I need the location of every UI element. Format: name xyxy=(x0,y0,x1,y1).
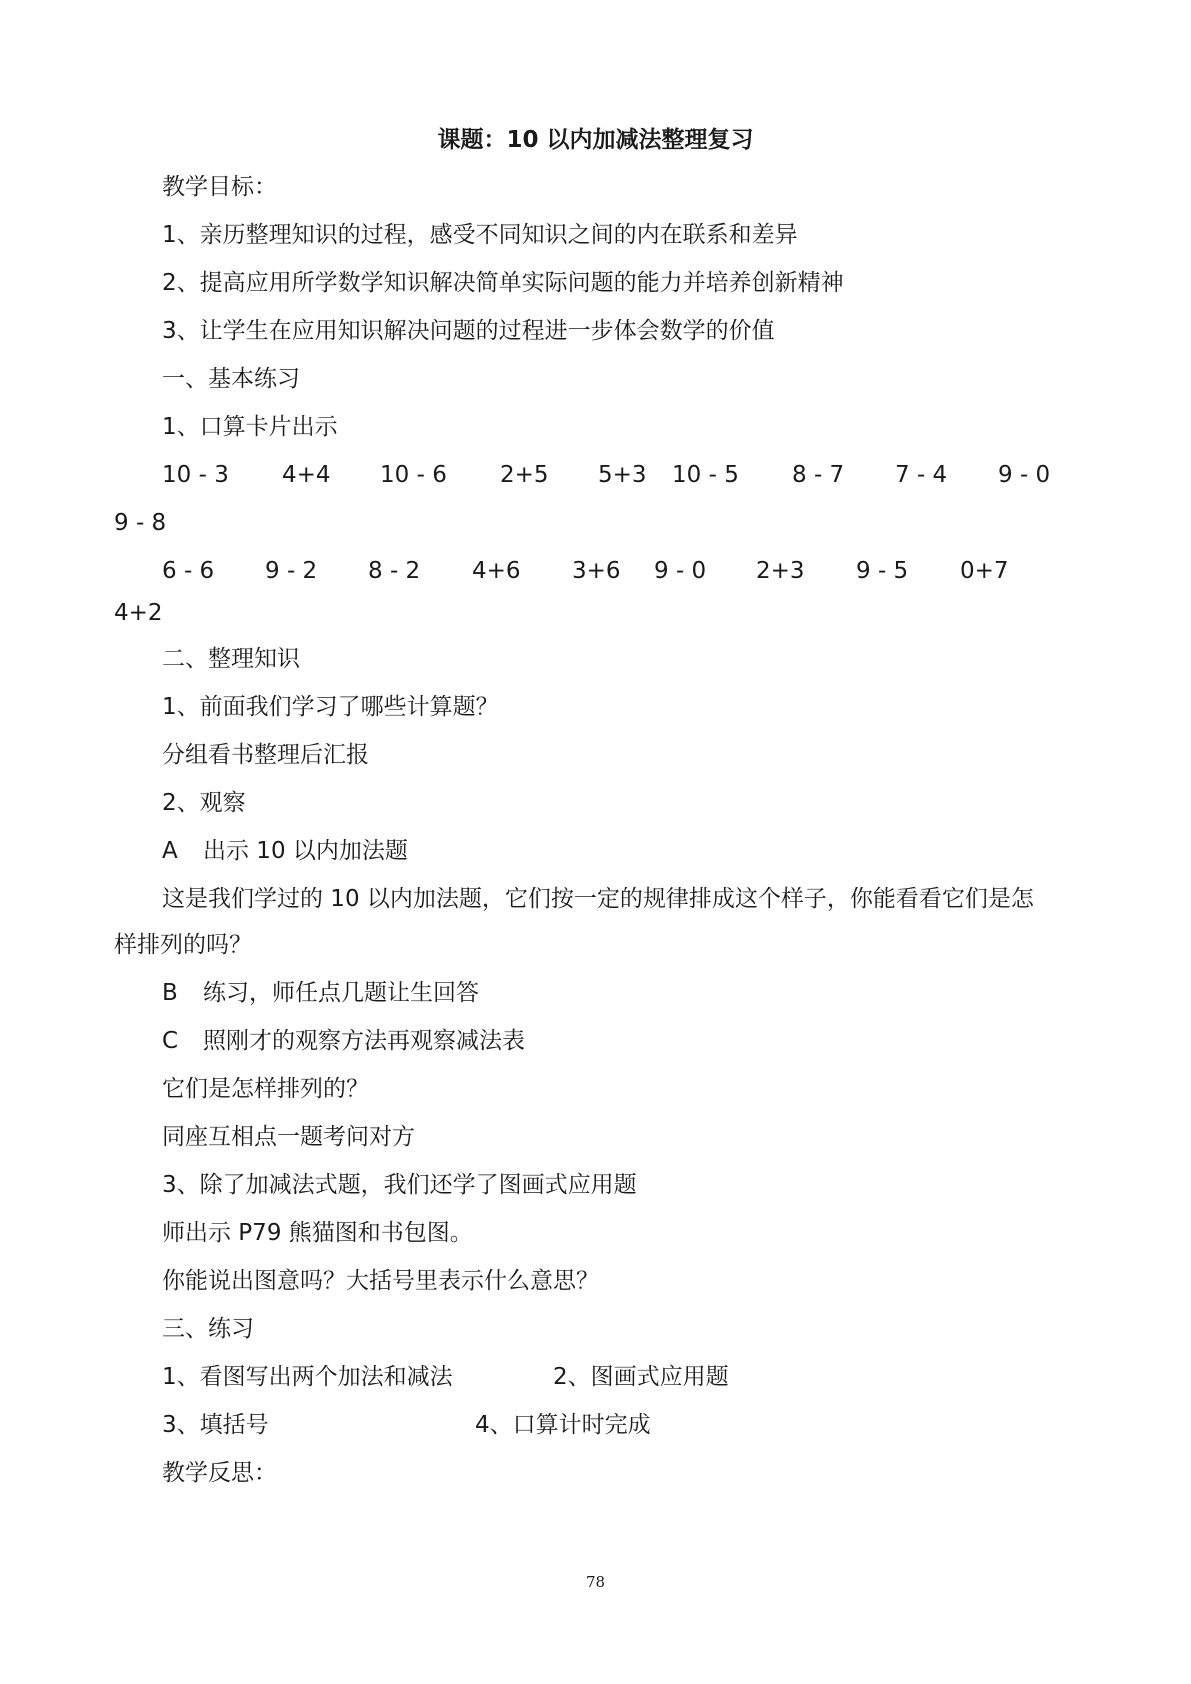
oral-expression: 3+6 xyxy=(572,558,621,584)
step-c-note: 同座互相点一题考问对方 xyxy=(162,1124,415,1150)
question-3-ask: 你能说出图意吗？大括号里表示什么意思？ xyxy=(162,1268,599,1294)
question-3-show: 师出示 P79 熊猫图和书包图。 xyxy=(162,1220,473,1246)
reflection-heading: 教学反思： xyxy=(162,1460,277,1486)
objective-1: 1、亲历整理知识的过程，感受不同知识之间的内在联系和差异 xyxy=(162,222,798,248)
oral-row-2-wrap: 4+2 xyxy=(114,600,163,626)
oral-expression: 6 - 6 xyxy=(162,558,215,584)
question-1: 1、前面我们学习了哪些计算题？ xyxy=(162,694,499,720)
question-2: 2、观察 xyxy=(162,790,246,816)
oral-expression: 10 - 5 xyxy=(672,462,739,488)
lesson-title: 课题：10 以内加减法整理复习 xyxy=(437,127,754,153)
step-a-label: A xyxy=(162,838,178,864)
exercise-2: 2、图画式应用题 xyxy=(553,1364,729,1390)
exercise-1: 1、看图写出两个加法和减法 xyxy=(162,1364,453,1390)
oral-expression: 9 - 0 xyxy=(654,558,707,584)
question-3: 3、除了加减法式题，我们还学了图画式应用题 xyxy=(162,1172,637,1198)
step-a-description-wrap: 样排列的吗？ xyxy=(114,932,252,958)
objectives-heading: 教学目标： xyxy=(162,174,277,200)
step-a-text: 出示 10 以内加法题 xyxy=(203,838,408,864)
exercise-3: 3、填括号 xyxy=(162,1412,269,1438)
objective-3: 3、让学生在应用知识解决问题的过程进一步体会数学的价值 xyxy=(162,318,775,344)
step-c-label: C xyxy=(162,1028,179,1054)
step-c-question: 它们是怎样排列的？ xyxy=(162,1076,369,1102)
section-3-heading: 三、练习 xyxy=(162,1316,254,1342)
objective-2: 2、提高应用所学数学知识解决简单实际问题的能力并培养创新精神 xyxy=(162,270,844,296)
oral-expression: 4+4 xyxy=(282,462,331,488)
oral-expression: 7 - 4 xyxy=(895,462,948,488)
oral-expression: 9 - 5 xyxy=(856,558,909,584)
step-b-label: B xyxy=(162,980,178,1006)
question-1-note: 分组看书整理后汇报 xyxy=(162,742,369,768)
oral-expression: 5+3 xyxy=(598,462,647,488)
oral-expression: 10 - 6 xyxy=(380,462,447,488)
oral-expression: 2+3 xyxy=(756,558,805,584)
section-1-heading: 一、基本练习 xyxy=(162,366,300,392)
page-number: 78 xyxy=(585,1573,606,1591)
step-a-description: 这是我们学过的 10 以内加法题，它们按一定的规律排成这个样子，你能看看它们是怎 xyxy=(162,886,1034,912)
oral-expression: 8 - 2 xyxy=(368,558,421,584)
oral-expression: 9 - 2 xyxy=(265,558,318,584)
oral-expression: 10 - 3 xyxy=(162,462,229,488)
oral-row-1-wrap: 9 - 8 xyxy=(114,510,167,536)
oral-expression: 4+6 xyxy=(472,558,521,584)
exercise-4: 4、口算计时完成 xyxy=(475,1412,651,1438)
section-2-heading: 二、整理知识 xyxy=(162,646,300,672)
step-b-text: 练习，师任点几题让生回答 xyxy=(203,980,479,1006)
oral-expression: 2+5 xyxy=(500,462,549,488)
oral-expression: 8 - 7 xyxy=(792,462,845,488)
oral-expression: 0+7 xyxy=(960,558,1009,584)
step-c-text: 照刚才的观察方法再观察减法表 xyxy=(203,1028,525,1054)
oral-expression: 9 - 0 xyxy=(998,462,1051,488)
oral-cards-item: 1、口算卡片出示 xyxy=(162,414,338,440)
